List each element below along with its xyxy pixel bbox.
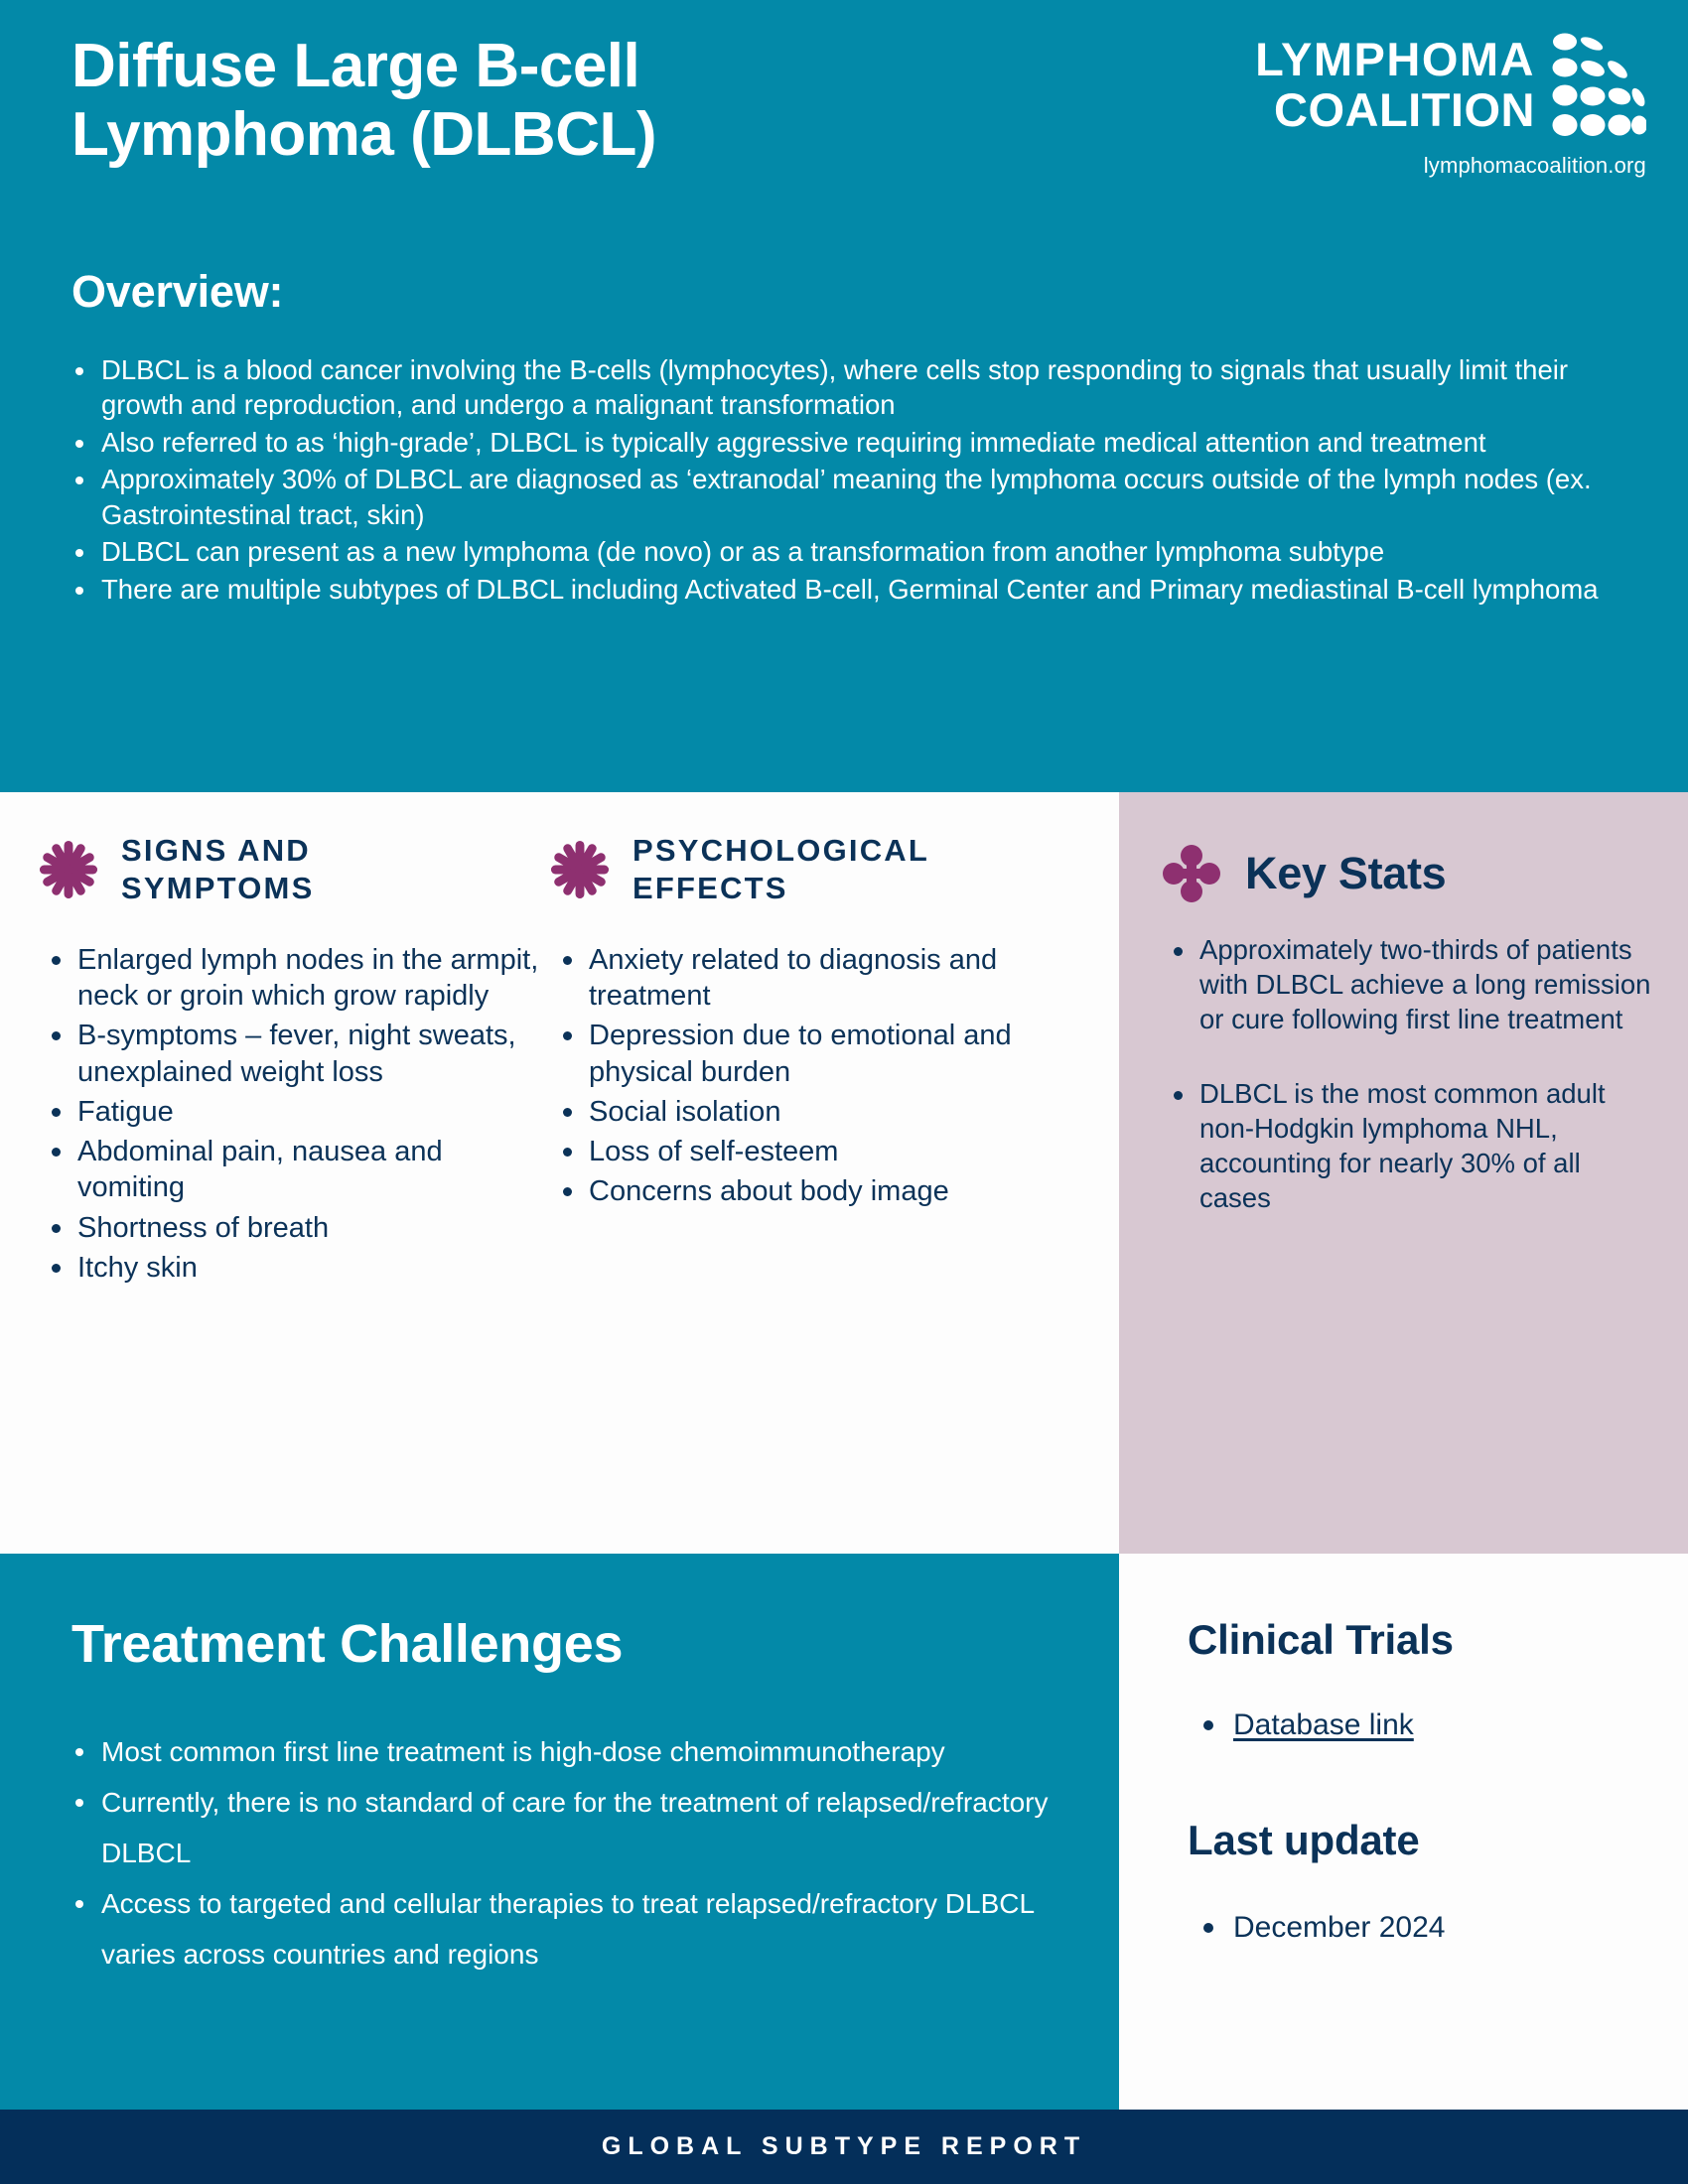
list-item: Approximately two-thirds of patients with DLBCL achieve a long remission or cure following first line treatment	[1160, 933, 1656, 1037]
last-update-heading: Last update	[1188, 1817, 1420, 1863]
heading-line-2: EFFECTS	[633, 871, 788, 906]
list-item: Also referred to as ‘high-grade’, DLBCL is typically aggressive requiring immediate medical attention and treatment	[62, 425, 1650, 460]
clinical-trials-heading: Clinical Trials	[1188, 1616, 1454, 1663]
list-item: Concerns about body image	[549, 1173, 1105, 1209]
title-block	[71, 32, 1025, 170]
list-item: Access to targeted and cellular therapies to treat relapsed/refractory DLBCL varies across countries and regions	[62, 1879, 1064, 1980]
list-item: Approximately 30% of DLBCL are diagnosed as ‘extranodal’ meaning the lymphoma occurs outside of the lymph nodes (ex. Gastrointestinal tract, skin)	[62, 462, 1650, 532]
list-item: December 2024	[1192, 1908, 1638, 1947]
signs-and-symptoms-column	[38, 832, 554, 1290]
key-stats-title: Key Stats	[1245, 848, 1447, 898]
cross-cells-icon	[1160, 842, 1223, 905]
logo-line-1: LYMPHOMA	[1255, 33, 1535, 86]
list-item: Social isolation	[549, 1094, 1105, 1130]
key-stats-column	[1160, 842, 1656, 1255]
logo-website-url[interactable]: lymphomacoalition.org	[1423, 153, 1646, 178]
psychological-effects-title	[633, 832, 929, 908]
page-title	[71, 32, 1025, 170]
signs-and-symptoms-list	[38, 942, 554, 1286]
signs-and-symptoms-title	[121, 832, 314, 908]
list-item: Currently, there is no standard of care for the treatment of relapsed/refractory DLBCL	[62, 1778, 1064, 1879]
list-item: B-symptoms – fever, night sweats, unexplained weight loss	[38, 1018, 554, 1090]
burst-icon	[549, 839, 611, 900]
list-item: There are multiple subtypes of DLBCL including Activated B-cell, Germinal Center and Primary mediastinal B-cell lymphoma	[62, 572, 1650, 607]
page-title-line2: Lymphoma (DLBCL)	[71, 100, 656, 170]
list-item: Fatigue	[38, 1094, 554, 1130]
list-item: Abdominal pain, nausea and vomiting	[38, 1134, 554, 1206]
header-section	[0, 0, 1688, 792]
database-link[interactable]: Database link	[1233, 1708, 1414, 1741]
list-item: Depression due to emotional and physical burden	[549, 1018, 1105, 1090]
heading-line-2: SYMPTOMS	[121, 871, 315, 906]
footer-bar	[0, 2110, 1688, 2184]
key-stats-list	[1160, 933, 1656, 1215]
treatment-challenges-list	[62, 1727, 1064, 1980]
list-item: Shortness of breath	[38, 1210, 554, 1246]
list-item: Enlarged lymph nodes in the armpit, neck or groin which grow rapidly	[38, 942, 554, 1015]
dot-sphere-icon	[1551, 30, 1646, 141]
list-item: Loss of self-esteem	[549, 1134, 1105, 1169]
signs-and-symptoms-header	[38, 832, 554, 908]
logo-row	[1110, 30, 1646, 141]
footer-label: GLOBAL SUBTYPE REPORT	[601, 2132, 1087, 2160]
list-item: Anxiety related to diagnosis and treatment	[549, 942, 1105, 1015]
list-item: Itchy skin	[38, 1250, 554, 1286]
overview-heading: Overview:	[71, 266, 284, 317]
key-stats-header	[1160, 842, 1656, 905]
heading-line-1: SIGNS AND	[121, 833, 311, 868]
psychological-effects-column	[549, 832, 1105, 1214]
treatment-challenges-heading: Treatment Challenges	[71, 1614, 624, 1674]
list-item: DLBCL is the most common adult non-Hodgkin lymphoma NHL, accounting for nearly 30% of all cases	[1160, 1077, 1656, 1216]
psychological-effects-header	[549, 832, 1105, 908]
last-update-list	[1192, 1908, 1638, 1947]
list-item: Most common first line treatment is high-dose chemoimmunotherapy	[62, 1727, 1064, 1778]
clinical-trials-list	[1192, 1706, 1638, 1744]
list-item: DLBCL is a blood cancer involving the B-cells (lymphocytes), where cells stop responding to signals that usually limit their growth and reproduction, and undergo a malignant transformation	[62, 352, 1650, 423]
burst-icon	[38, 839, 99, 900]
logo-wordmark	[1255, 35, 1535, 136]
overview-bullet-list	[62, 352, 1650, 609]
brand-logo	[1110, 30, 1646, 179]
psychological-effects-list	[549, 942, 1105, 1210]
list-item: DLBCL can present as a new lymphoma (de novo) or as a transformation from another lymphoma subtype	[62, 534, 1650, 569]
heading-line-1: PSYCHOLOGICAL	[633, 833, 930, 868]
logo-line-2: COALITION	[1274, 83, 1535, 136]
list-item	[1192, 1706, 1638, 1744]
page-title-line1: Diffuse Large B-cell	[71, 32, 640, 100]
